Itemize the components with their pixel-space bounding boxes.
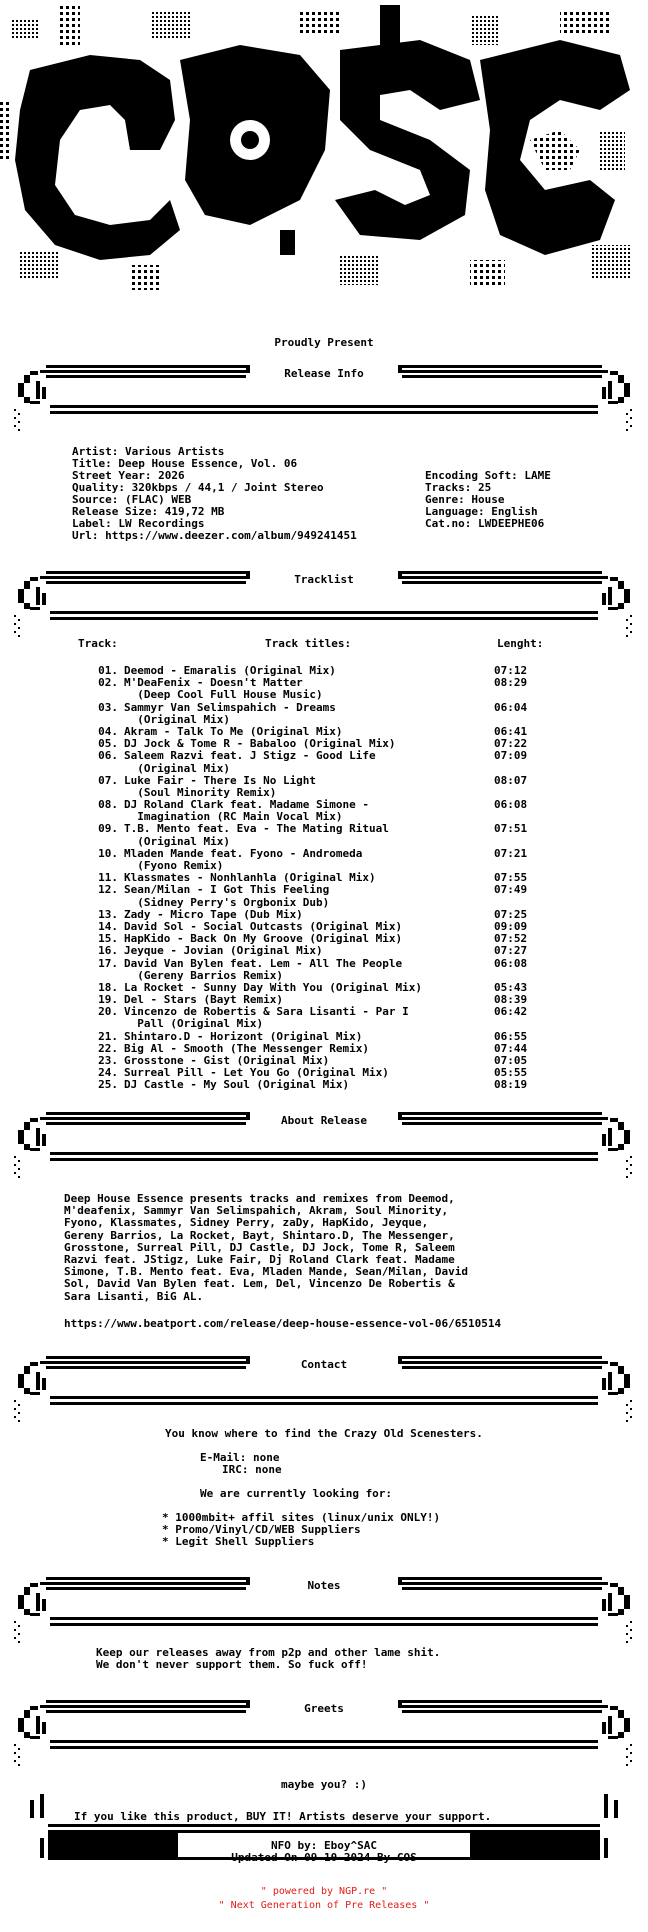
track-number: 14. <box>98 919 118 933</box>
track-number: 21. <box>98 1029 118 1043</box>
track-length: 07:52 <box>494 932 528 946</box>
logo-art <box>0 0 648 330</box>
cos-logo <box>0 0 648 330</box>
about-line: Razvi feat. JStigz, Luke Fair, Dj Roland Clark feat. Madame <box>64 1253 455 1267</box>
track-title: DJ Jock & Tome R - Babaloo (Original Mix) <box>124 737 396 751</box>
release-catno: Cat.no: LWDEEPHE06 <box>425 517 545 530</box>
track-length: 06:08 <box>494 956 528 970</box>
contact-title: Contact <box>300 1358 348 1371</box>
track-title: DJ Roland Clark feat. Madame Simone - <box>124 798 370 812</box>
track-number: 13. <box>98 907 118 921</box>
greets-title: Greets <box>304 1702 344 1715</box>
track-number: 02. <box>98 676 118 690</box>
track-row <box>94 883 574 895</box>
greets-text: maybe you? :) <box>280 1778 368 1791</box>
track-title: (Gereny Barrios Remix) <box>124 968 283 982</box>
track-row <box>94 1042 574 1054</box>
release-artist: Artist: Various Artists <box>72 445 225 458</box>
track-number: 07. <box>98 773 118 787</box>
track-title: Shintaro.D - Horizont (Original Mix) <box>124 1029 363 1043</box>
track-title: Mladen Mande feat. Fyono - Andromeda <box>124 846 363 860</box>
track-title: T.B. Mento feat. Eva - The Mating Ritual <box>124 822 389 836</box>
track-title: Klassmates - Nonhlanhla (Original Mix) <box>124 871 376 885</box>
track-length: 06:55 <box>494 1029 528 1043</box>
release-label: Label: LW Recordings <box>72 517 205 530</box>
greets-banner <box>10 1696 638 1776</box>
release-encoding: Encoding Soft: LAME <box>425 469 551 482</box>
next-generation: " Next Generation of Pre Releases " <box>218 1900 430 1911</box>
track-title: Big Al - Smooth (The Messenger Remix) <box>124 1041 370 1055</box>
about-line: Sol, David Van Bylen feat. Lem, Del, Vincenzo De Robertis & <box>64 1277 455 1291</box>
track-length: 06:08 <box>494 798 528 812</box>
track-title: Del - Stars (Bayt Remix) <box>124 993 283 1007</box>
track-row <box>94 859 574 871</box>
about-line: Gereny Barrios, La Rocket, Bayt, Shintaro.D, The Messenger, <box>64 1228 455 1242</box>
track-length: 05:43 <box>494 980 528 994</box>
track-length: 07:44 <box>494 1041 528 1055</box>
track-title: DJ Castle - My Soul (Original Mix) <box>124 1078 350 1092</box>
release-tracks: Tracks: 25 <box>425 481 492 494</box>
track-row <box>94 688 574 700</box>
track-row <box>94 749 574 761</box>
track-number: 11. <box>98 871 118 885</box>
powered-by: " powered by NGP.re " <box>260 1886 388 1897</box>
track-row <box>94 1078 574 1090</box>
contact-banner <box>10 1352 638 1432</box>
tracklist-table <box>94 664 574 1091</box>
notes-banner <box>10 1573 638 1653</box>
about-title: About Release <box>280 1114 368 1127</box>
track-length: 08:07 <box>494 773 528 787</box>
contact-email: E-Mail: none <box>200 1451 280 1464</box>
tracklist-head-titles: Track titles: <box>265 637 352 650</box>
track-length: 08:19 <box>494 1078 528 1092</box>
track-length: 06:42 <box>494 1005 528 1019</box>
track-length: 05:55 <box>494 1066 528 1080</box>
contact-item-0: * 1000mbit+ affil sites (linux/unix ONLY!) <box>162 1511 441 1524</box>
track-row <box>94 713 574 725</box>
release-info-banner <box>10 361 638 441</box>
track-length: 09:09 <box>494 919 528 933</box>
track-number: 10. <box>98 846 118 860</box>
track-number: 24. <box>98 1066 118 1080</box>
track-title: (Fyono Remix) <box>124 859 224 872</box>
track-number: 04. <box>98 724 118 738</box>
track-title: David Sol - Social Outcasts (Original Mix) <box>124 919 403 933</box>
track-length: 07:22 <box>494 737 528 751</box>
release-language: Language: English <box>425 505 538 518</box>
track-title: Akram - Talk To Me (Original Mix) <box>124 724 343 738</box>
track-title: Saleem Razvi feat. J Stigz - Good Life <box>124 749 376 763</box>
track-row <box>94 896 574 908</box>
track-title: Deemod - Emaralis (Original Mix) <box>124 664 336 677</box>
track-length: 07:51 <box>494 822 528 836</box>
track-row <box>94 944 574 956</box>
track-row <box>94 993 574 1005</box>
track-row <box>94 701 574 713</box>
track-row <box>94 847 574 859</box>
updated-on: Updated On 09-10-2024 By COS <box>231 1851 417 1864</box>
track-title: Luke Fair - There Is No Light <box>124 773 317 787</box>
tracklist-head-track: Track: <box>78 637 118 650</box>
track-length: 07:21 <box>494 846 528 860</box>
track-number: 20. <box>98 1005 118 1019</box>
tracklist-banner <box>10 567 638 647</box>
track-row <box>94 957 574 969</box>
contact-irc: IRC: none <box>222 1463 282 1476</box>
track-row <box>94 969 574 981</box>
track-number: 15. <box>98 932 118 946</box>
track-row <box>94 871 574 883</box>
release-source: Source: (FLAC) WEB <box>72 493 192 506</box>
track-number: 08. <box>98 798 118 812</box>
track-title: Imagination (RC Main Vocal Mix) <box>124 810 343 824</box>
release-genre: Genre: House <box>425 493 505 506</box>
support-text: If you like this product, BUY IT! Artists deserve your support. <box>74 1810 492 1823</box>
track-title: Sean/Milan - I Got This Feeling <box>124 883 330 897</box>
release-url: Url: https://www.deezer.com/album/949241451 <box>72 529 357 542</box>
track-title: Vincenzo de Robertis & Sara Lisanti - Par I <box>124 1005 409 1019</box>
track-number: 22. <box>98 1041 118 1055</box>
track-row <box>94 664 574 676</box>
track-row <box>94 1017 574 1029</box>
track-title: HapKido - Back On My Groove (Original Mix) <box>124 932 403 946</box>
track-title: (Deep Cool Full House Music) <box>124 688 323 702</box>
about-url[interactable]: https://www.beatport.com/release/deep-house-essence-vol-06/6510514 <box>64 1317 502 1330</box>
track-length: 07:49 <box>494 883 528 897</box>
track-title: Pall (Original Mix) <box>124 1017 264 1031</box>
track-number: 16. <box>98 944 118 958</box>
notes-line-1: Keep our releases away from p2p and other lame shit. <box>96 1646 441 1659</box>
track-length: 07:12 <box>494 664 528 677</box>
contact-item-1: * Promo/Vinyl/CD/WEB Suppliers <box>162 1523 361 1536</box>
track-length: 06:41 <box>494 724 528 738</box>
release-quality: Quality: 320kbps / 44,1 / Joint Stereo <box>72 481 324 494</box>
track-row <box>94 737 574 749</box>
about-banner <box>10 1108 638 1188</box>
contact-item-2: * Legit Shell Suppliers <box>162 1535 315 1548</box>
about-line: Fyono, Klassmates, Sidney Perry, zaDy, HapKido, Jeyque, <box>64 1216 429 1230</box>
track-title: La Rocket - Sunny Day With You (Original Mix) <box>124 980 423 994</box>
about-line: Grosstone, Surreal Pill, DJ Castle, DJ Jock, Tome R, Saleem <box>64 1240 455 1254</box>
proudly-present: Proudly Present <box>274 336 374 349</box>
track-row <box>94 676 574 688</box>
track-title: Sammyr Van Selimspahich - Dreams <box>124 700 336 714</box>
track-length: 07:27 <box>494 944 528 958</box>
track-row <box>94 762 574 774</box>
track-row <box>94 786 574 798</box>
track-title: Zady - Micro Tape (Dub Mix) <box>124 907 303 921</box>
track-title: (Original Mix) <box>124 712 230 726</box>
track-title: Grosstone - Gist (Original Mix) <box>124 1054 330 1067</box>
track-row <box>94 798 574 810</box>
tracklist-title: Tracklist <box>294 573 354 586</box>
release-size: Release Size: 419,72 MB <box>72 505 225 518</box>
track-number: 01. <box>98 664 118 677</box>
track-title: Surreal Pill - Let You Go (Original Mix) <box>124 1066 389 1080</box>
track-row <box>94 835 574 847</box>
track-number: 23. <box>98 1054 118 1067</box>
track-number: 12. <box>98 883 118 897</box>
track-row <box>94 1054 574 1066</box>
about-line: M'deafenix, Sammyr Van Selimspahich, Akram, Soul Minority, <box>64 1204 449 1218</box>
track-row <box>94 920 574 932</box>
release-street-year: Street Year: 2026 <box>72 469 185 482</box>
release-info-title: Release Info <box>284 367 364 380</box>
track-length: 08:29 <box>494 676 528 690</box>
track-number: 19. <box>98 993 118 1007</box>
track-title: Jeyque - Jovian (Original Mix) <box>124 944 323 958</box>
track-length: 07:25 <box>494 907 528 921</box>
track-title: David Van Bylen feat. Lem - All The People <box>124 956 403 970</box>
release-title: Title: Deep House Essence, Vol. 06 <box>72 457 298 470</box>
track-title: (Original Mix) <box>124 761 230 775</box>
track-number: 06. <box>98 749 118 763</box>
track-row <box>94 822 574 834</box>
track-number: 09. <box>98 822 118 836</box>
track-number: 03. <box>98 700 118 714</box>
track-title: (Sidney Perry's Orgbonix Dub) <box>124 895 330 909</box>
track-row <box>94 981 574 993</box>
about-line: Deep House Essence presents tracks and remixes from Deemod, <box>64 1192 455 1205</box>
notes-title: Notes <box>307 1579 341 1592</box>
track-row <box>94 1066 574 1078</box>
track-row <box>94 1030 574 1042</box>
track-number: 17. <box>98 956 118 970</box>
track-length: 06:04 <box>494 700 528 714</box>
track-row <box>94 932 574 944</box>
track-number: 18. <box>98 980 118 994</box>
track-title: (Original Mix) <box>124 834 230 848</box>
track-row <box>94 810 574 822</box>
tracklist-head-length: Lenght: <box>497 637 544 650</box>
track-row <box>94 1005 574 1017</box>
track-title: (Soul Minority Remix) <box>124 785 277 799</box>
track-row <box>94 725 574 737</box>
nfo-by: NFO by: Eboy^SAC <box>271 1839 377 1852</box>
track-length: 07:55 <box>494 871 528 885</box>
contact-intro: You know where to find the Crazy Old Scenesters. <box>165 1427 483 1440</box>
track-length: 07:05 <box>494 1054 528 1067</box>
contact-looking: We are currently looking for: <box>200 1487 393 1500</box>
about-line: Sara Lisanti, BiG AL. <box>64 1289 204 1303</box>
track-row <box>94 774 574 786</box>
track-title: M'DeaFenix - Doesn't Matter <box>124 676 303 690</box>
track-length: 07:09 <box>494 749 528 763</box>
about-line: Simone, T.B. Mento feat. Eva, Mladen Mande, Sean/Milan, David <box>64 1265 468 1279</box>
track-number: 05. <box>98 737 118 751</box>
about-text <box>64 1193 468 1303</box>
track-row <box>94 908 574 920</box>
notes-line-2: We don't never support them. So fuck off! <box>96 1658 368 1671</box>
track-number: 25. <box>98 1078 118 1092</box>
track-length: 08:39 <box>494 993 528 1007</box>
